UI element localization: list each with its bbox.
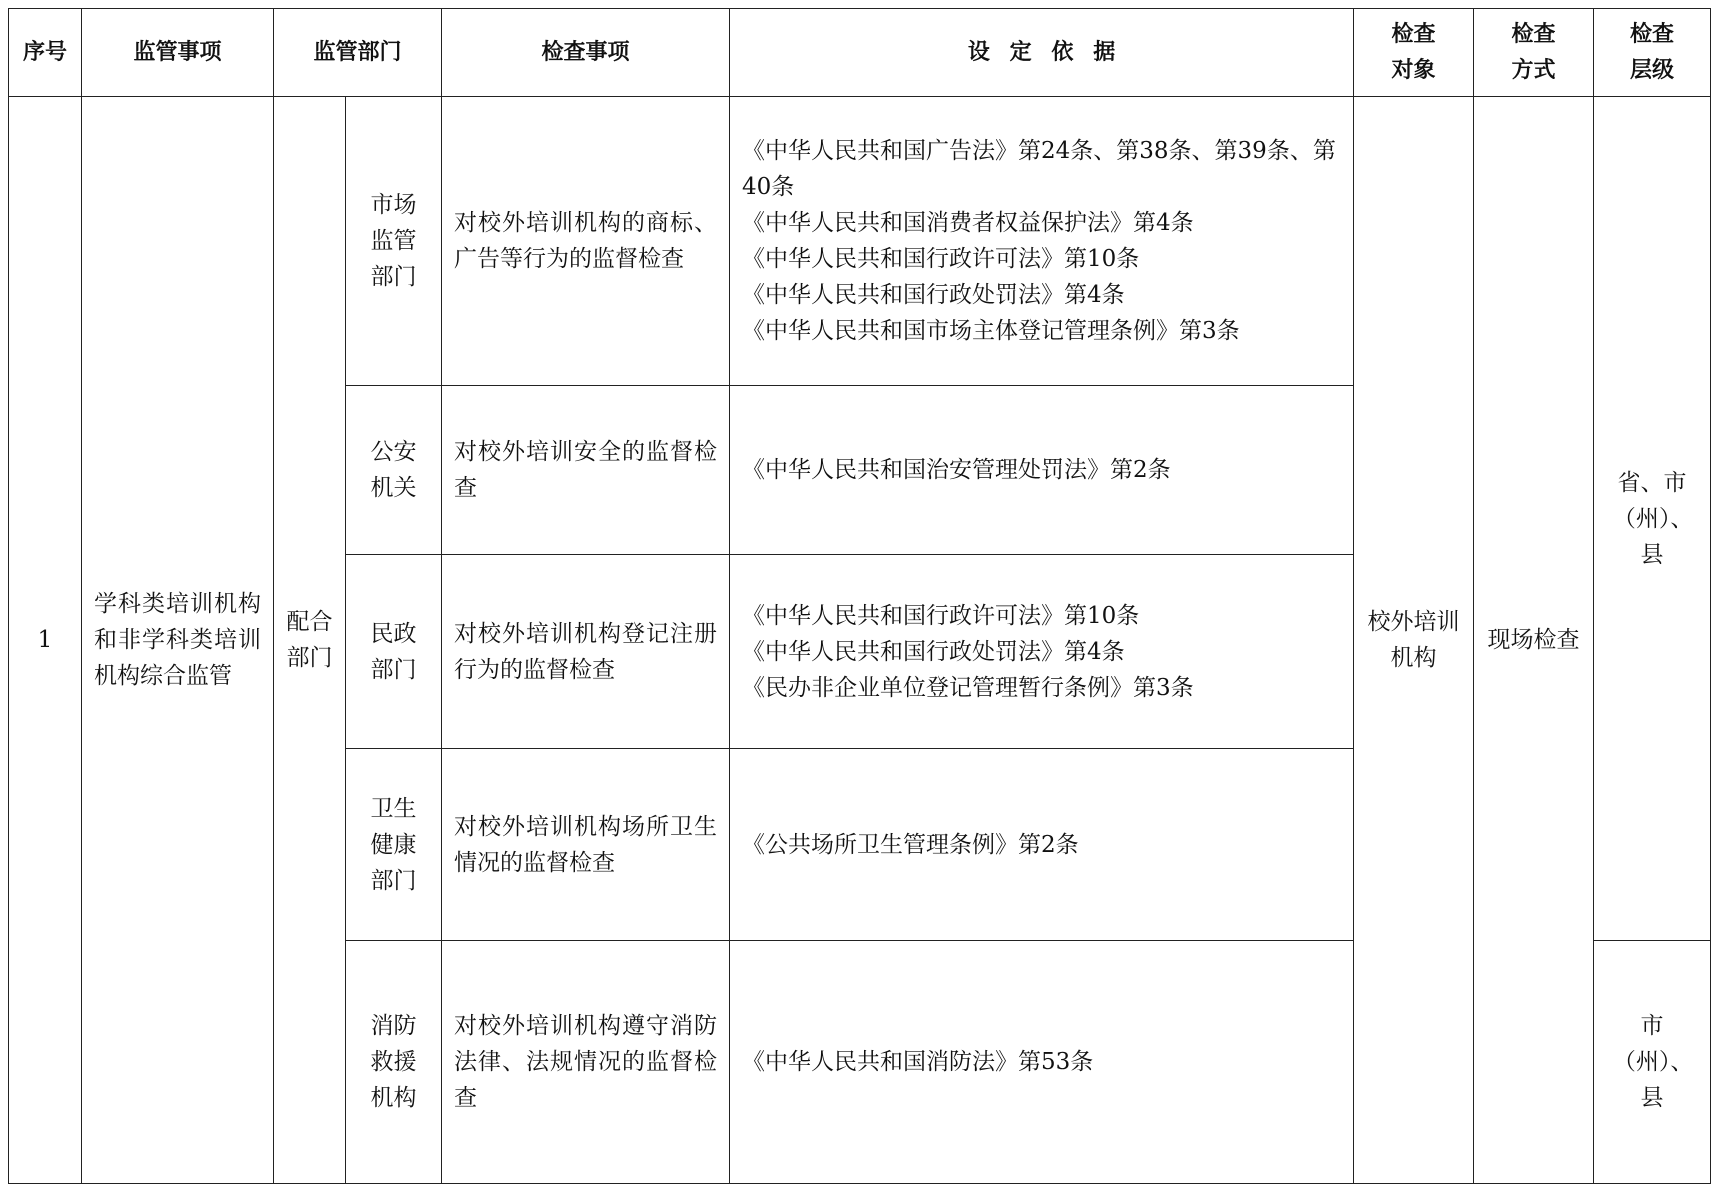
supervision-table	[8, 8, 1711, 1184]
dept-name	[346, 555, 442, 749]
row-method: 现场检查	[1474, 97, 1594, 1184]
dept-name	[346, 748, 442, 941]
dept-name-label: 民政部门	[370, 620, 417, 683]
basis-list	[742, 452, 1341, 488]
basis-item: 《中华人民共和国行政许可法》第10条	[742, 245, 1140, 272]
dept-name	[346, 385, 442, 554]
basis-list	[742, 1044, 1341, 1080]
dept-name	[346, 941, 442, 1184]
dept-name-label: 市场监管部门	[370, 191, 417, 290]
check-item: 对校外培训机构场所卫生情况的监督检查	[442, 748, 730, 941]
basis-item: 《中华人民共和国行政许可法》第10条	[742, 602, 1140, 629]
level-upper-label: 省、市（州）、县	[1612, 469, 1694, 568]
dept-name	[346, 97, 442, 386]
basis-item: 《中华人民共和国消防法》第53条	[742, 1049, 1094, 1076]
check-item: 对校外培训安全的监督检查	[442, 385, 730, 554]
dept-name-label: 卫生健康部门	[370, 795, 417, 894]
basis-cell	[730, 97, 1354, 386]
header-level	[1594, 9, 1711, 97]
row-item: 学科类培训机构和非学科类培训机构综合监管	[82, 97, 274, 1184]
row-level-upper	[1594, 97, 1711, 941]
basis-cell	[730, 748, 1354, 941]
dept-name-label: 公安机关	[370, 439, 417, 502]
header-basis	[730, 9, 1354, 97]
basis-item: 《民办非企业单位登记管理暂行条例》第3条	[742, 674, 1194, 701]
header-object-label: 检查对象	[1391, 21, 1436, 83]
row-level-lower	[1594, 941, 1711, 1184]
dept-name-label: 消防救援机构	[370, 1013, 417, 1112]
row-seq: 1	[9, 97, 82, 1184]
basis-item: 《中华人民共和国市场主体登记管理条例》第3条	[742, 317, 1240, 344]
header-item: 监管事项	[82, 9, 274, 97]
row-dept-role	[274, 97, 346, 1184]
header-seq: 序号	[9, 9, 82, 97]
header-row	[9, 9, 1711, 97]
header-object	[1354, 9, 1474, 97]
dept-role-label: 配合部门	[286, 609, 333, 671]
basis-item: 《中华人民共和国行政处罚法》第4条	[742, 281, 1125, 308]
basis-cell	[730, 385, 1354, 554]
header-basis-label: 设定依据	[967, 39, 1136, 65]
basis-list	[742, 133, 1341, 349]
object-label: 校外培训机构	[1367, 609, 1460, 671]
header-dept: 监管部门	[274, 9, 442, 97]
basis-item: 《中华人民共和国广告法》第24条、第38条、第39条、第40条	[742, 137, 1336, 200]
check-item: 对校外培训机构的商标、广告等行为的监督检查	[442, 97, 730, 386]
table-row	[9, 97, 1711, 386]
header-check-item: 检查事项	[442, 9, 730, 97]
header-level-label: 检查层级	[1630, 21, 1675, 83]
check-item: 对校外培训机构遵守消防法律、法规情况的监督检查	[442, 941, 730, 1184]
level-lower-label: 市（州）、县	[1612, 1013, 1694, 1112]
basis-list	[742, 598, 1341, 706]
header-method-label: 检查方式	[1511, 21, 1556, 83]
basis-cell	[730, 941, 1354, 1184]
basis-item: 《中华人民共和国行政处罚法》第4条	[742, 638, 1125, 665]
header-method	[1474, 9, 1594, 97]
row-object	[1354, 97, 1474, 1184]
basis-list	[742, 827, 1341, 863]
basis-item: 《中华人民共和国消费者权益保护法》第4条	[742, 209, 1194, 236]
check-item: 对校外培训机构登记注册行为的监督检查	[442, 555, 730, 749]
basis-cell	[730, 555, 1354, 749]
basis-item: 《公共场所卫生管理条例》第2条	[742, 831, 1079, 858]
basis-item: 《中华人民共和国治安管理处罚法》第2条	[742, 457, 1171, 484]
